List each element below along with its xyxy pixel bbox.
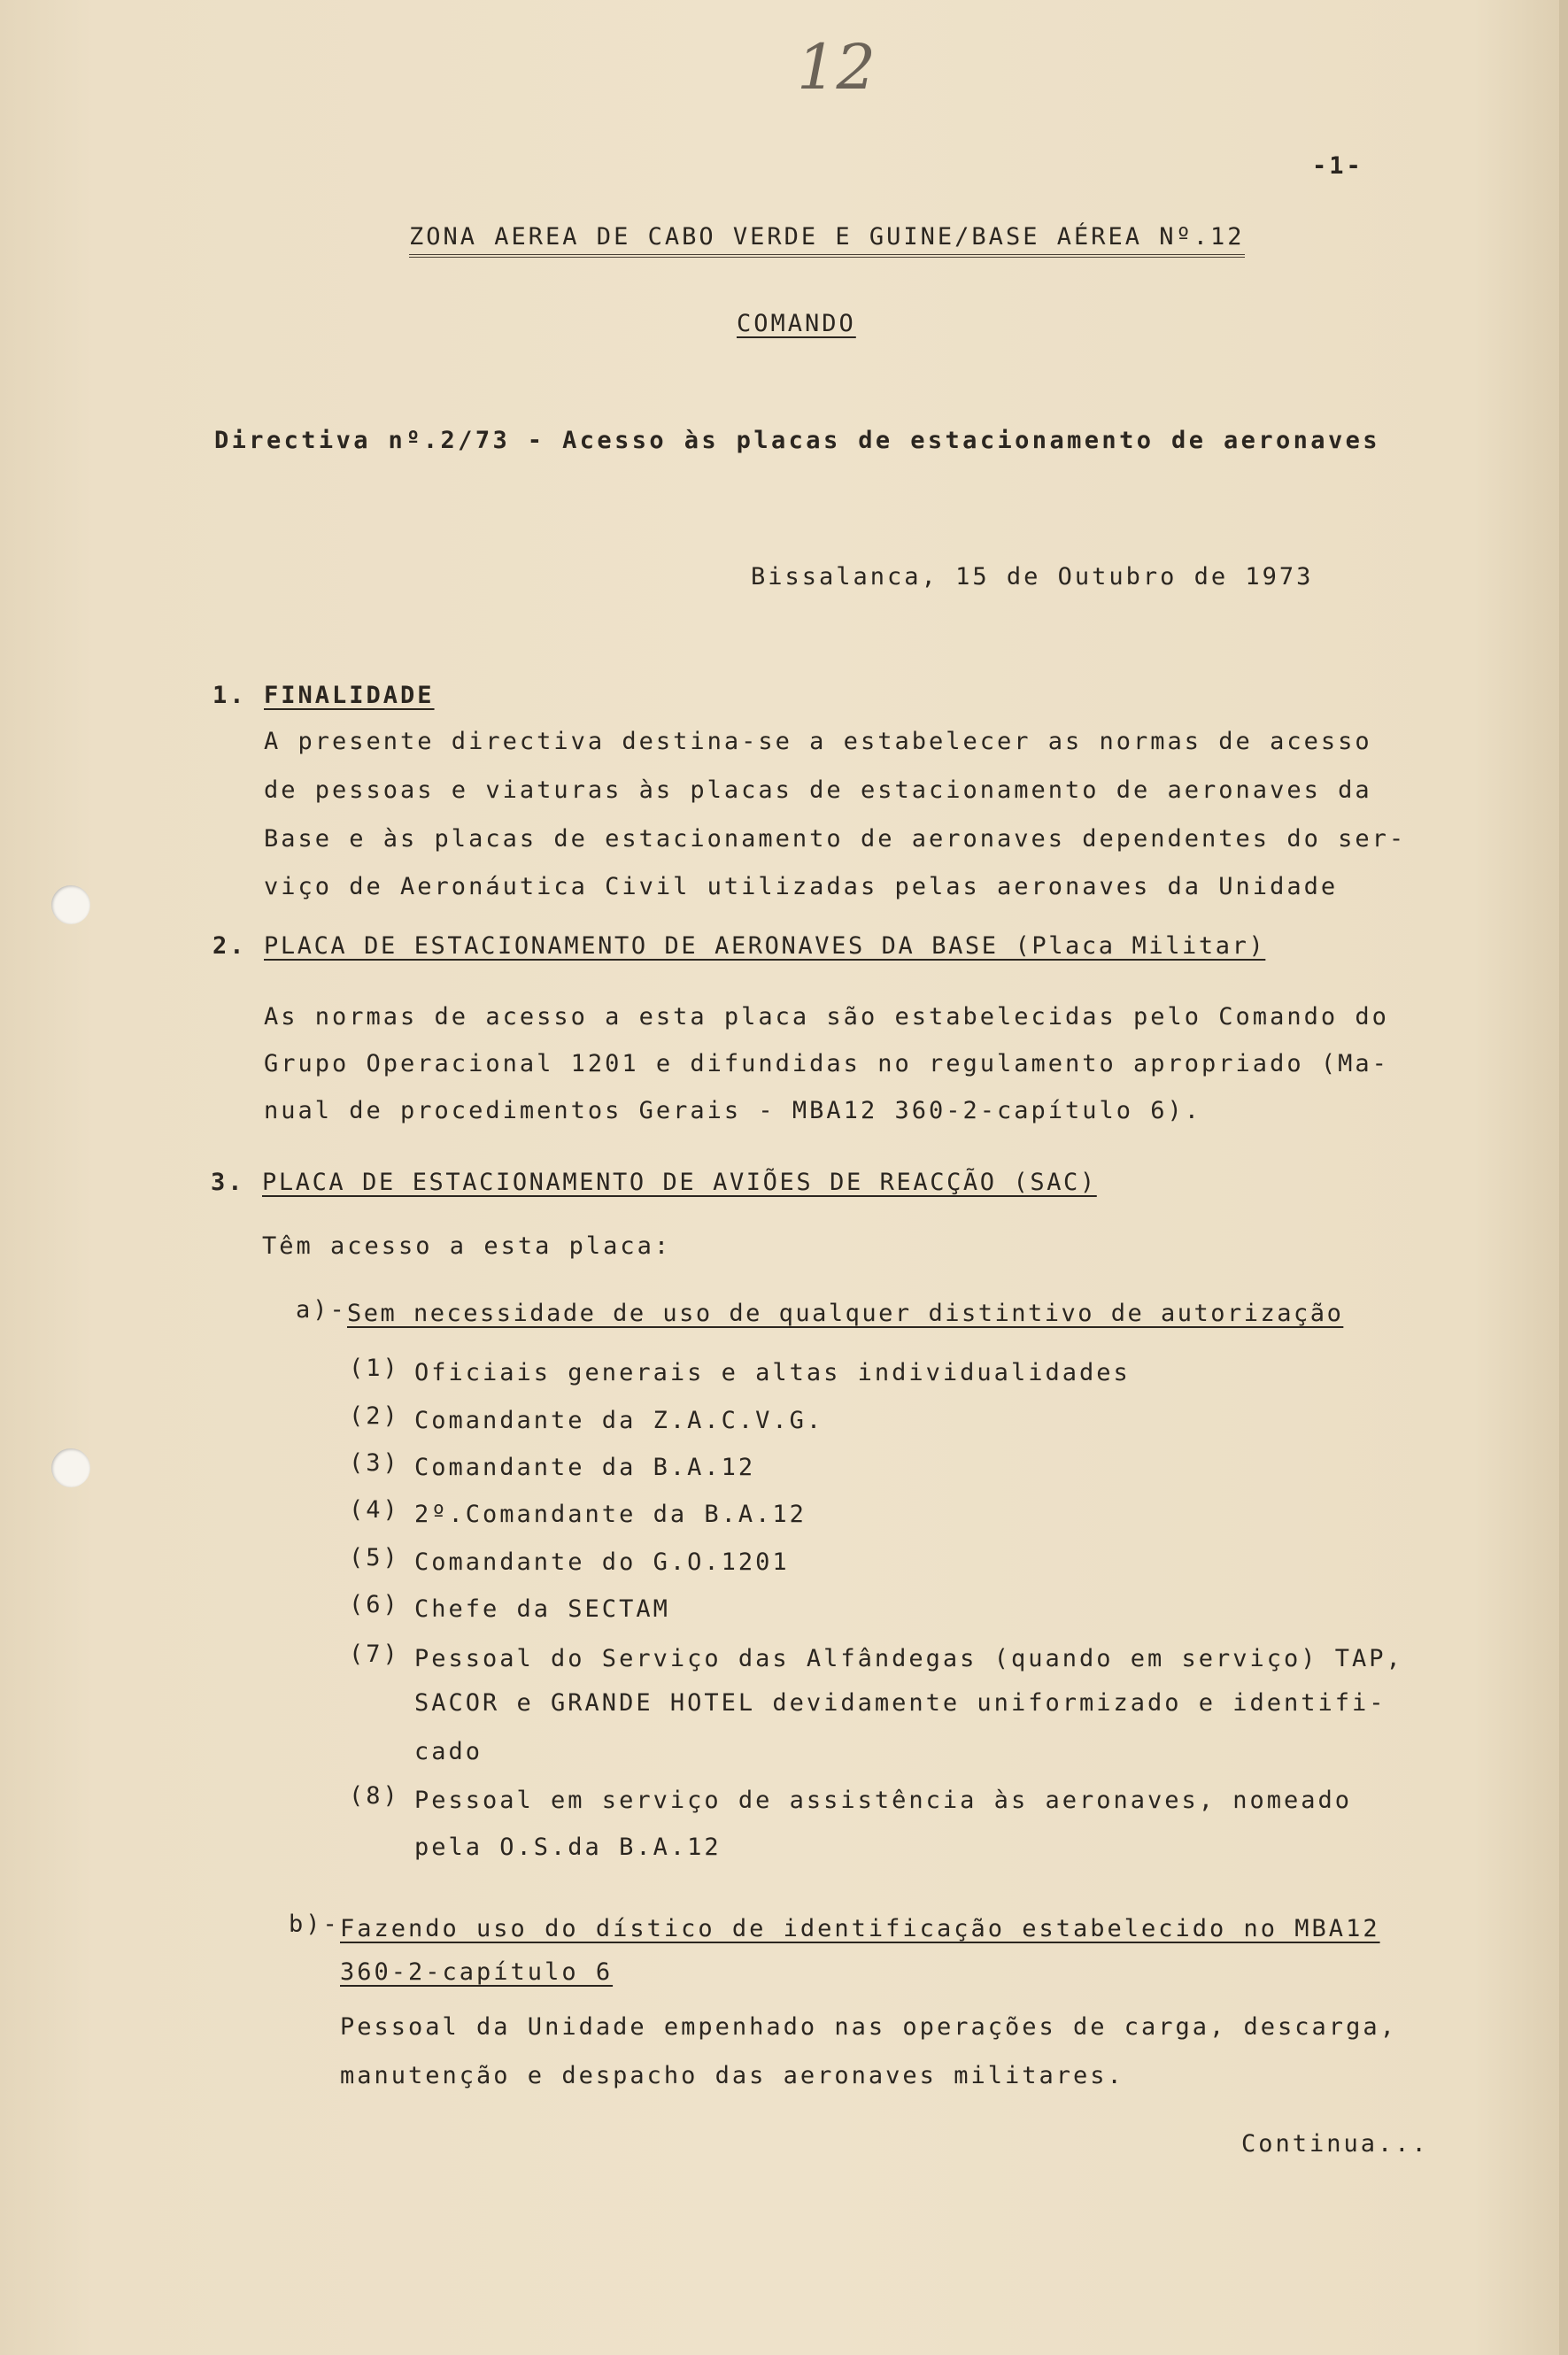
- sub-b-line: manutenção e despacho das aeronaves militares.: [340, 2062, 1124, 2089]
- item-text: Oficiais generais e altas individualidades: [414, 1359, 1131, 1386]
- folio-number: 12: [797, 31, 877, 104]
- section-1-line: de pessoas e viaturas às placas de estacionamento de aeronaves da: [264, 776, 1372, 804]
- section-2-title: PLACA DE ESTACIONAMENTO DE AERONAVES DA BASE (Placa Militar): [264, 932, 1266, 960]
- punch-hole: [51, 1448, 90, 1487]
- item-number: (8): [349, 1782, 400, 1810]
- section-3-intro: Têm acesso a esta placa:: [262, 1232, 672, 1260]
- item-number: (1): [349, 1355, 400, 1382]
- item-number: (7): [349, 1641, 400, 1668]
- section-2-number: 2.: [212, 932, 247, 960]
- item-text: SACOR e GRANDE HOTEL devidamente uniformizado e identifi-: [414, 1689, 1386, 1717]
- date-line: Bissalanca, 15 de Outubro de 1973: [751, 563, 1314, 591]
- item-number: (6): [349, 1591, 400, 1618]
- command-title: COMANDO: [737, 310, 856, 337]
- item-text: Comandante da B.A.12: [414, 1454, 756, 1481]
- item-number: (4): [349, 1496, 400, 1524]
- item-text: pela O.S.da B.A.12: [414, 1834, 722, 1861]
- sub-b-line: Pessoal da Unidade empenhado nas operações de carga, descarga,: [340, 2013, 1397, 2041]
- item-number: (5): [349, 1544, 400, 1571]
- item-text: cado: [414, 1738, 483, 1765]
- sub-a-title: Sem necessidade de uso de qualquer distintivo de autorização: [347, 1300, 1344, 1327]
- item-text: 2º.Comandante da B.A.12: [414, 1501, 807, 1528]
- item-text: Comandante da Z.A.C.V.G.: [414, 1407, 824, 1434]
- section-3-number: 3.: [211, 1169, 245, 1196]
- item-text: Pessoal em serviço de assistência às aeronaves, nomeado: [414, 1787, 1353, 1814]
- section-1-number: 1.: [212, 682, 247, 709]
- section-2-line: As normas de acesso a esta placa são estabelecidas pelo Comando do: [264, 1003, 1389, 1031]
- section-2-line: nual de procedimentos Gerais - MBA12 360-2-capítulo 6).: [264, 1097, 1202, 1124]
- section-1-line: A presente directiva destina-se a estabelecer as normas de acesso: [264, 728, 1372, 755]
- item-text: Pessoal do Serviço das Alfândegas (quando em serviço) TAP,: [414, 1645, 1403, 1672]
- item-number: (3): [349, 1449, 400, 1477]
- sub-b-title: Fazendo uso do dístico de identificação estabelecido no MBA12: [340, 1915, 1380, 1942]
- continua-note: Continua...: [1241, 2130, 1429, 2158]
- item-number: (2): [349, 1402, 400, 1430]
- document-header: ZONA AEREA DE CABO VERDE E GUINE/BASE AÉREA Nº.12: [409, 223, 1245, 258]
- directive-title: Directiva nº.2/73 - Acesso às placas de estacionamento de aeronaves: [214, 427, 1380, 454]
- punch-hole: [51, 885, 90, 924]
- item-text: Chefe da SECTAM: [414, 1595, 670, 1623]
- paper-edge: [1559, 0, 1568, 2355]
- section-3-title: PLACA DE ESTACIONAMENTO DE AVIÕES DE REACÇÃO (SAC): [262, 1169, 1097, 1196]
- sub-b-label: b)-: [289, 1911, 340, 1938]
- section-1-title: FINALIDADE: [264, 682, 435, 709]
- section-1-line: viço de Aeronáutica Civil utilizadas pelas aeronaves da Unidade: [264, 873, 1339, 900]
- section-1-line: Base e às placas de estacionamento de aeronaves dependentes do ser-: [264, 825, 1407, 853]
- sub-b-title: 360-2-capítulo 6: [340, 1958, 614, 1986]
- page-number: -1-: [1312, 152, 1363, 180]
- section-2-line: Grupo Operacional 1201 e difundidas no regulamento apropriado (Ma-: [264, 1050, 1389, 1077]
- sub-a-label: a)-: [296, 1296, 347, 1324]
- item-text: Comandante do G.O.1201: [414, 1548, 790, 1576]
